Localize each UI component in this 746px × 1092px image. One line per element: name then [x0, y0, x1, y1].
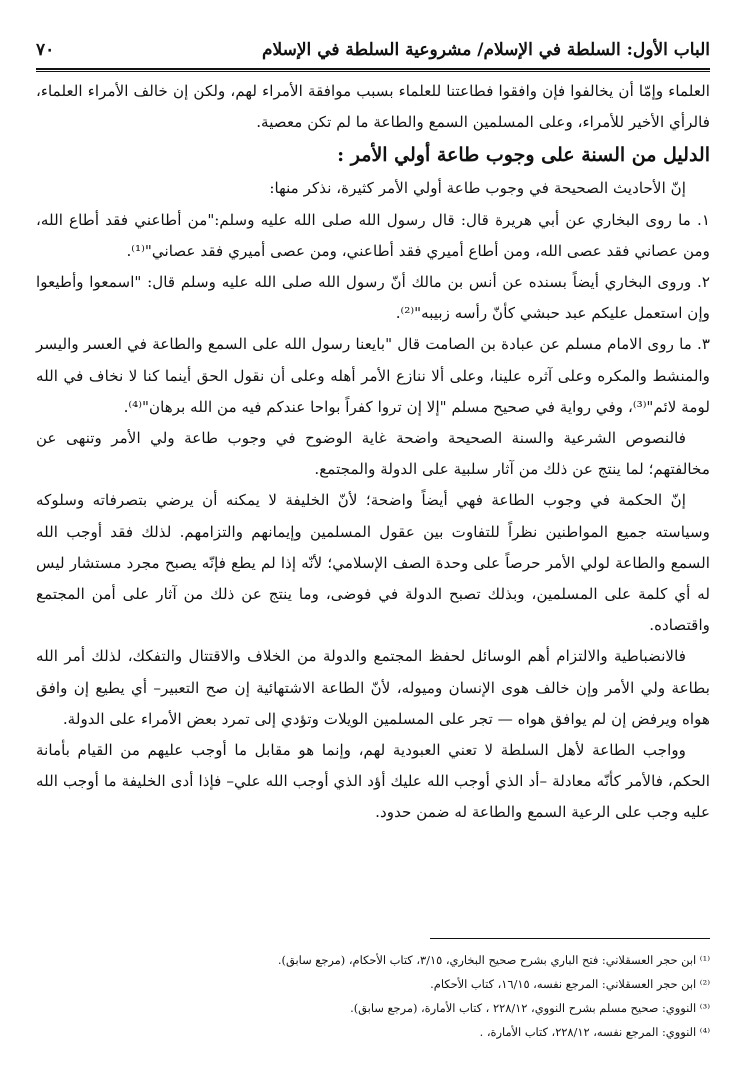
- footnotes: [277, 948, 710, 1044]
- paragraph: فالنصوص الشرعية والسنة الصحيحة واضحة غاية الوضوح في وجوب طاعة ولي الأمر وتنهى عن مخالفتهم؛ لما ينتج عن ذلك من آثار سلبية على الدولة والمجتمع.: [36, 429, 710, 479]
- footnote: ⁽²⁾ ابن حجر العسقلاني: المرجع نفسه، ١٦/١٥، كتاب الأحكام.: [430, 977, 710, 991]
- page-number: ٧٠: [36, 40, 55, 60]
- paragraph: العلماء وإمّا أن يخالفوا فإن وافقوا فطاعتنا للعلماء بسبب موافقة الأمراء لهم، ولكن إن خالف الأمراء العلماء، فالرأي الأخير للأمراء، وعلى المسلمين السمع والطاعة ما لم تكن معصية.: [36, 82, 710, 132]
- hadith-item-1: ١. ما روى البخاري عن أبي هريرة قال: قال رسول الله صلى الله عليه وسلم:"من أطاعني فقد أطاع الله، ومن عصاني فقد عصى الله، ومن أطاع أميري فقد أطاعني، ومن عصى أميري فقد عصاني"⁽¹⁾.: [36, 210, 710, 260]
- hadith-item-3: ٣. ما روى الامام مسلم عن عبادة بن الصامت قال "بايعنا رسول الله على السمع والطاعة في العسر واليسر والمنشط والمكره وعلى آثره علينا، وعلى ألا ننازع الأمر أهله وعلى أن نقول الحق أينما كنا لا نخاف في الله لومة لائم"⁽³⁾، وفي رواية في صحيح مسلم "إلا إن تروا كفراً بواحا عندكم فيه من الله برهان"⁽⁴⁾.: [36, 335, 710, 416]
- running-title: الباب الأول: السلطة في الإسلام/ مشروعية السلطة في الإسلام: [261, 40, 710, 60]
- footnote: ⁽¹⁾ ابن حجر العسقلاني: فتح الباري بشرح صحيح البخاري، ٣/١٥، كتاب الأحكام، (مرجع سابق).: [277, 953, 710, 967]
- hadith-item-2: ٢. وروى البخاري أيضاً بسنده عن أنس بن مالك أنّ رسول الله صلى الله عليه وسلم قال: "اسمعوا وأطيعوا وإن استعمل عليكم عبد حبشي كأنّ رأسه زبيبه"⁽²⁾.: [36, 273, 710, 323]
- paragraph: وواجب الطاعة لأهل السلطة لا تعني العبودية لهم، وإنما هو مقابل ما أوجب عليهم من القيام بأمانة الحكم، فالأمر كأنّه معادلة –أد الذي أوجب الله عليك أؤد الذي أوجب الله علي– فإذا أدى الخليفة ما أوجب الله عليه وجب على الرعية السمع والطاعة له ضمن حدود.: [36, 741, 710, 822]
- body-text: [36, 76, 710, 829]
- footnote-rule: [430, 938, 710, 939]
- paragraph: إنّ الحكمة في وجوب الطاعة فهي أيضاً واضحة؛ لأنّ الخليفة لا يمكنه أن يرضي بتصرفاته وسلوكه وسياسته جميع المواطنين نظراً للتفاوت بين عقول المسلمين وإيمانهم والتزامهم. لذلك فقد أوجب الله السمع والطاعة لولي الأمر حرصاً على وحدة الصف الإسلامي؛ لأنّه إذا لم يطع فإنّه يصبح مجرد مستشار ليس له أي كلمة على المسلمين، وبذلك تصبح الدولة في فوضى، وما ينتج عن ذلك من آثار على أمن المجتمع واقتصاده.: [36, 491, 710, 635]
- paragraph: فالانضباطية والالتزام أهم الوسائل لحفظ المجتمع والدولة من الخلاف والاقتتال والتفكك، لذلك أمر الله بطاعة ولي الأمر وإن خالف هوى الإنسان وميوله، لأنّ الطاعة الاشتهائية إن صح التعبير– أي يطيع إن وافق هواه ويرفض إن لم يوافق هواه — تجر على المسلمين الويلات وتؤدي إلى تمرد بعض الأمراء على الدولة.: [36, 647, 710, 728]
- footnote: ⁽⁴⁾ النووي: المرجع نفسه، ٢٢٨/١٢، كتاب الأمارة، .: [479, 1025, 710, 1039]
- paragraph: إنّ الأحاديث الصحيحة في وجوب طاعة أولي الأمر كثيرة، نذكر منها:: [269, 179, 686, 198]
- header-rule-thin: [36, 71, 710, 72]
- header-rule: [36, 68, 710, 70]
- section-heading: الدليل من السنة على وجوب طاعة أولي الأمر :: [337, 144, 710, 167]
- page-header: [36, 34, 710, 66]
- footnote: ⁽³⁾ النووي: صحيح مسلم بشرح النووي، ٢٢٨/١٢ ، كتاب الأمارة، (مرجع سابق).: [350, 1001, 710, 1015]
